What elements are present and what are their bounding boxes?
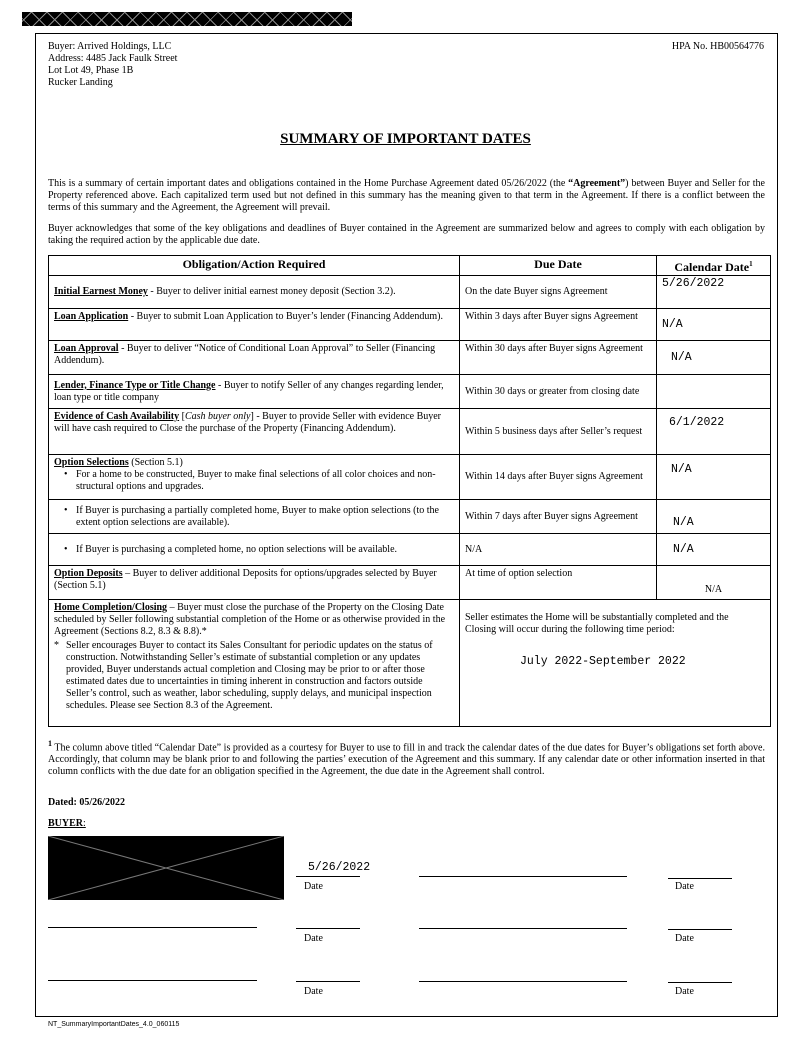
acknowledgement-paragraph: Buyer acknowledges that some of the key obligations and deadlines of Buyer contained in the Agreement are summarized below and agrees to comply with each obligation by taking the required action by the applicable due date. [48, 223, 765, 246]
due-date-cell: Within 14 days after Buyer signs Agreement [460, 455, 657, 500]
list-item: • If Buyer is purchasing a completed home, no option selections will be available. [54, 544, 454, 556]
obligation-cell [49, 375, 460, 409]
col-due-date-header: Due Date [460, 256, 657, 276]
signature-date-value[interactable]: 5/26/2022 [308, 861, 371, 874]
table-row [49, 409, 771, 455]
closing-period: July 2022-September 2022 [520, 655, 686, 668]
due-date-cell: Within 7 days after Buyer signs Agreement [460, 500, 657, 534]
calendar-date-cell [657, 276, 771, 309]
buyer-colon: : [83, 818, 86, 829]
due-date-cell: Within 30 days or greater from closing date [460, 375, 657, 409]
buyer-heading [48, 818, 86, 829]
calendar-date-value: N/A [673, 516, 694, 529]
obligation-cell [49, 276, 460, 309]
calendar-date-value: N/A [671, 350, 692, 364]
date-line[interactable] [296, 928, 360, 929]
calendar-date-cell [657, 500, 771, 534]
table-row [49, 534, 771, 566]
obligation-cell [49, 500, 460, 534]
community-name: Rucker Landing [48, 77, 113, 88]
section-ref: (Section 5.1) [128, 457, 183, 468]
footnote-number: 1 [48, 739, 52, 748]
dated-line: Dated: 05/26/2022 [48, 797, 125, 808]
date-label: Date [675, 986, 694, 997]
date-label: Date [304, 933, 323, 944]
obligations-table [48, 255, 771, 727]
table-row [49, 600, 771, 727]
hpa-number: HPA No. HB00564776 [671, 41, 764, 52]
obligation-cell [49, 341, 460, 375]
intro-paragraph [48, 178, 765, 214]
obligation-title: Initial Earnest Money [54, 286, 148, 297]
date-label: Date [304, 881, 323, 892]
calendar-date-value: 6/1/2022 [669, 416, 725, 429]
calendar-date-value: N/A [673, 542, 694, 556]
due-date-cell: At time of option selection [460, 566, 657, 600]
intro-text-b: ) between Buyer and Seller for the Property referenced above. Each capitalized term used but not defined in this summary has the meaning given to that term in the Agreement. If there is a conflict between the terms of this summary and the Agreement, the Agreement will prevail. [48, 178, 765, 213]
signature-line[interactable] [419, 876, 627, 877]
obligation-text: - Buyer to submit Loan Application to Buyer’s lender (Financing Addendum). [128, 311, 443, 322]
calendar-date-cell: N/A [657, 566, 771, 600]
property-header [48, 41, 177, 89]
calendar-date-cell [657, 375, 771, 409]
page-title: SUMMARY OF IMPORTANT DATES [280, 131, 531, 147]
list-item: • If Buyer is purchasing a partially completed home, Buyer to make option selections (to the extent option selections are available). [54, 505, 454, 529]
footnote [48, 738, 765, 778]
table-row [49, 276, 771, 309]
calendar-date-value: N/A [671, 463, 692, 476]
obligation-title: Option Deposits [54, 568, 123, 579]
date-label: Date [304, 986, 323, 997]
obligation-title: Loan Application [54, 311, 129, 322]
due-date-cell: N/A [460, 534, 657, 566]
signature-line[interactable] [48, 980, 257, 981]
property-address: Address: 4485 Jack Faulk Street [48, 53, 178, 64]
closing-estimate-text: Seller estimates the Home will be substantially completed and the Closing will occur during the following time period: [465, 612, 729, 635]
table-row [49, 566, 771, 600]
obligation-title: Loan Approval [54, 343, 119, 354]
obligation-cell [49, 534, 460, 566]
table-row [49, 309, 771, 341]
calendar-date-label: Calendar Date [674, 260, 750, 274]
calendar-date-value: 5/26/2022 [662, 277, 725, 290]
due-date-cell: Within 3 days after Buyer signs Agreement [460, 309, 657, 341]
table-row [49, 455, 771, 500]
obligation-cell [49, 455, 460, 500]
calendar-date-value: N/A [662, 317, 683, 331]
obligation-text: – Buyer must close the purchase of the Property on the Closing Date scheduled by Seller following substantial completion of the Home or as otherwise provided in the Agreement (Sections 8.2, 8.3 & 8.8).* [54, 602, 446, 637]
date-line[interactable] [668, 929, 732, 930]
col-calendar-date-header [657, 256, 771, 276]
date-line[interactable] [668, 982, 732, 983]
redaction-bar-top [22, 12, 352, 26]
obligation-text: – Buyer to deliver additional Deposits for options/upgrades selected by Buyer (Section 5.1) [54, 568, 437, 591]
obligation-cell [49, 566, 460, 600]
table-row [49, 500, 771, 534]
agreement-term: “Agreement” [568, 178, 626, 189]
property-lot: Lot Lot 49, Phase 1B [48, 65, 134, 76]
calendar-date-cell [657, 409, 771, 455]
due-date-cell: On the date Buyer signs Agreement [460, 276, 657, 309]
buyer-label: BUYER [48, 818, 84, 829]
date-line[interactable] [668, 878, 732, 879]
calendar-date-cell [657, 534, 771, 566]
date-line[interactable] [296, 981, 360, 982]
due-date-cell: Within 30 days after Buyer signs Agreement [460, 341, 657, 375]
redaction-cross [48, 836, 284, 900]
date-line [296, 876, 360, 877]
calendar-date-cell [657, 309, 771, 341]
signature-line[interactable] [419, 981, 627, 982]
form-id: NT_SummaryImportantDates_4.0_060115 [48, 1021, 180, 1028]
calendar-date-cell [657, 341, 771, 375]
obligation-cell [49, 309, 460, 341]
table-header-row [49, 256, 771, 276]
obligation-title: Lender, Finance Type or Title Change [54, 379, 216, 391]
obligation-title: Evidence of Cash Availability [54, 411, 180, 422]
closing-estimate-cell [460, 600, 771, 727]
table-row [49, 341, 771, 375]
signature-line[interactable] [419, 928, 627, 929]
footnote-marker: 1 [749, 260, 753, 268]
buyer-name: Buyer: Arrived Holdings, LLC [48, 41, 172, 52]
obligation-cell: Evidence of Cash Availability [Cash buyer only] - Buyer to provide Seller with evidence Buyer will have cash required to Close the purchase of the Property (Financing Addendum). [49, 409, 460, 455]
obligation-text: - Buyer to notify Seller of any changes regarding lender, loan type or title company [54, 379, 444, 403]
col-obligation-header: Obligation/Action Required [49, 256, 460, 276]
date-label: Date [675, 881, 694, 892]
intro-text-a: This is a summary of certain important dates and obligations contained in the Home Purchase Agreement dated 05/26/2022 (the [48, 178, 569, 189]
obligation-title: Home Completion/Closing [54, 602, 168, 613]
due-date-cell: Within 5 business days after Seller’s request [460, 409, 657, 455]
obligation-title: Option Selections [54, 457, 129, 468]
obligation-text: - Buyer to provide Seller with evidence Buyer will have cash required to Close the purchase of the Property (Financing Addendum). [54, 411, 442, 434]
list-item: • For a home to be constructed, Buyer to make final selections of all color choices and non-structural options and upgrades. [54, 469, 454, 493]
obligation-text: - Buyer to deliver “Notice of Conditional Loan Approval” to Seller (Financing Addendum). [54, 343, 436, 366]
redacted-signature [48, 836, 284, 900]
obligation-cell [49, 600, 460, 727]
table-row [49, 375, 771, 409]
date-label: Date [675, 933, 694, 944]
cash-buyer-note: Cash buyer only [184, 411, 251, 422]
calendar-date-cell [657, 455, 771, 500]
footnote-text: The column above titled “Calendar Date” is provided as a courtesy for Buyer to use to fill in and track the calendar dates of the due dates for Buyer’s obligations set forth above. Accordingly, that column may be blank prior to and following the parties’ execution of the Agreement and this summary. If any calendar date or other information inserted in that column conflicts with the due date for an obligation specified in the Agreement, the due date in the Agreement shall control. [48, 742, 765, 778]
closing-note: * Seller encourages Buyer to contact its Sales Consultant for periodic updates on the status of construction. Notwithstanding Seller’s estimate of substantial completion or any updates provided, Buyer understands actual completion and Closing may be prior to or after those estimated dates due to uncertainties in timing inherent in construction and factors outside Seller’s control, such as weather, labor scheduling, supply delays, and municipal inspection schedules. Please see Section 8.3 of the Agreement. [54, 640, 454, 712]
signature-line[interactable] [48, 927, 257, 928]
obligation-text: - Buyer to deliver initial earnest money deposit (Section 3.2). [147, 286, 396, 297]
